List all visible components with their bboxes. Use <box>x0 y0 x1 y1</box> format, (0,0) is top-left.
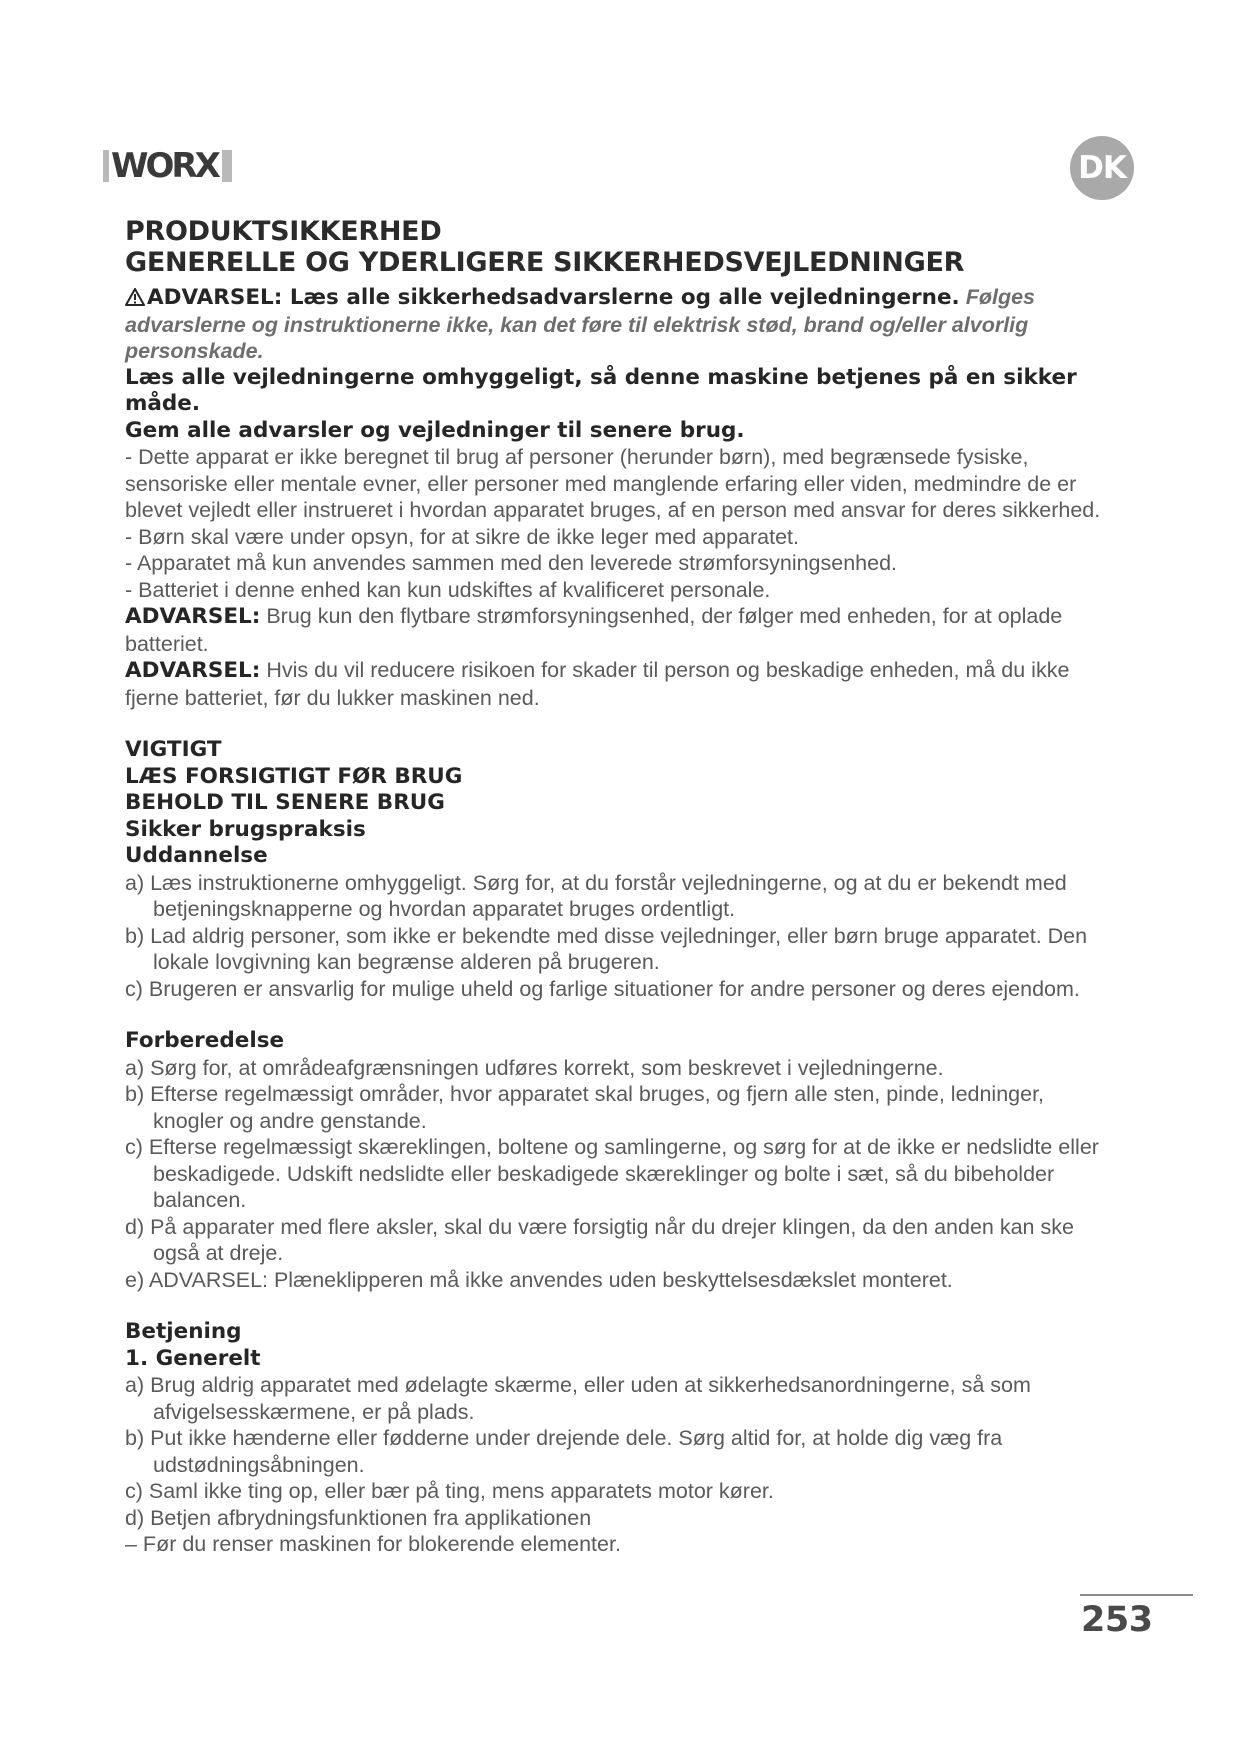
warning-battery <box>125 657 1115 711</box>
worx-logo <box>103 146 232 186</box>
list-item: c) Brugeren er ansvarlig for mulige uheld og farlige situationer for andre personer og deres ejendom. <box>125 976 1080 1001</box>
list-item: b) Efterse regelmæssigt områder, hvor apparatet skal bruges, og fjern alle sten, pinde, ledninger, knogler og andre genstande. <box>125 1082 1045 1133</box>
language-badge: DK <box>1070 136 1134 200</box>
list-item: d) På apparater med flere aksler, skal du være forsigtig når du drejer klingen, da den anden kan ske også at dreje. <box>125 1214 1074 1265</box>
list-item: a) Sørg for, at områdeafgrænsningen udføres korrekt, som beskrevet i vejledningerne. <box>125 1055 944 1080</box>
list-item: b) Lad aldrig personer, som ikke er bekendte med disse vejledninger, eller børn bruge apparatet. Den lokale lovgivning kan begrænse alderen på brugeren. <box>125 923 1088 974</box>
warning-paragraph <box>125 284 1115 365</box>
list-item: – Før du renser maskinen for blokerende elementer. <box>125 1532 621 1556</box>
heading-read-before-use: LÆS FORSIGTIGT FØR BRUG <box>125 763 463 789</box>
heading-operation: Betjening <box>125 1319 242 1344</box>
list-item: b) Put ikke hænderne eller fødderne under drejende dele. Sørg altid for, at holde dig væg fra udstødningsåbningen. <box>125 1426 1003 1477</box>
footer-rule <box>1080 1594 1193 1596</box>
logo-bar-right <box>222 150 232 182</box>
warning-charger <box>125 603 1115 657</box>
spacer <box>125 711 1115 737</box>
heading-keep-for-later: BEHOLD TIL SENERE BRUG <box>125 790 445 815</box>
warning-bold-text: ADVARSEL: Læs alle sikkerhedsadvarslerne og alle vejledningerne. <box>147 285 960 310</box>
warning-italic-text: Følges advarslerne og instruktionerne ikke, kan det føre til elektrisk stød, brand og/eller alvorlig personskade. <box>125 285 1035 363</box>
page-content <box>125 216 1115 1558</box>
dash-item: - Batteriet i denne enhed kan kun udskiftes af kvalificeret personale. <box>125 577 771 602</box>
dash-item: - Dette apparat er ikke beregnet til brug af personer (herunder børn), med begrænsede fysiske, sensoriske eller mentale evner, eller personer med manglende erfaring eller viden, medmindre de er blevet vejledt eller instrueret i hvordan apparatet bruges, af en person med ansvar for deres sikkerhed. <box>125 445 1101 522</box>
list-item: e) ADVARSEL: Plæneklipperen må ikke anvendes uden beskyttelsesdækslet monteret. <box>125 1267 953 1292</box>
spacer <box>125 1002 1115 1028</box>
logo-text: WORX <box>111 146 218 186</box>
list-item: d) Betjen afbrydningsfunktionen fra applikationen <box>125 1505 592 1530</box>
warning-text: Hvis du vil reducere risikoen for skader til person og beskadige enheden, må du ikke fjerne batteriet, før du lukker maskinen ned. <box>125 658 1070 710</box>
heading-preparation: Forberedelse <box>125 1028 285 1053</box>
title-general-safety: GENERELLE OG YDERLIGERE SIKKERHEDSVEJLEDNINGER <box>125 247 965 278</box>
warning-label: ADVARSEL: <box>125 604 261 629</box>
list-item: c) Saml ikke ting op, eller bær på ting, mens apparatets motor kører. <box>125 1479 774 1503</box>
heading-important: VIGTIGT <box>125 737 222 762</box>
list-item: a) Læs instruktionerne omhyggeligt. Sørg for, at du forstår vejledningerne, og at du er bekendt med betjeningsknapperne og hvordan apparatet bruges ordentligt. <box>125 870 1067 921</box>
list-item: a) Brug aldrig apparatet med ødelagte skærme, eller uden at sikkerhedsanordningerne, så som afvigelsesskærmene, er på plads. <box>125 1373 1031 1424</box>
list-item: c) Efterse regelmæssigt skæreklingen, boltene og samlingerne, og sørg for at de ikke er nedslidte eller beskadigede. Udskift nedslidte eller beskadigede skæreklinger og bolte i sæt, så du bibeholder balancen. <box>125 1135 1099 1212</box>
heading-training: Uddannelse <box>125 843 268 868</box>
spacer <box>125 1293 1115 1319</box>
dash-item: - Apparatet må kun anvendes sammen med den leverede strømforsyningsenhed. <box>125 551 898 575</box>
warning-label: ADVARSEL: <box>125 658 261 683</box>
title-product-safety: PRODUKTSIKKERHED <box>125 216 442 247</box>
read-all-instructions: Læs alle vejledningerne omhyggeligt, så denne maskine betjenes på en sikker måde. <box>125 364 1077 416</box>
page-number: 253 <box>1081 1600 1153 1640</box>
warning-text: Brug kun den flytbare strømforsyningsenhed, der følger med enheden, for at oplade batteriet. <box>125 604 1063 656</box>
heading-safe-practice: Sikker brugspraksis <box>125 816 366 842</box>
heading-general: 1. Generelt <box>125 1345 261 1371</box>
dash-item: - Børn skal være under opsyn, for at sikre de ikke leger med apparatet. <box>125 524 799 549</box>
warning-triangle-icon <box>125 288 145 306</box>
keep-all-warnings: Gem alle advarsler og vejledninger til senere brug. <box>125 417 745 443</box>
